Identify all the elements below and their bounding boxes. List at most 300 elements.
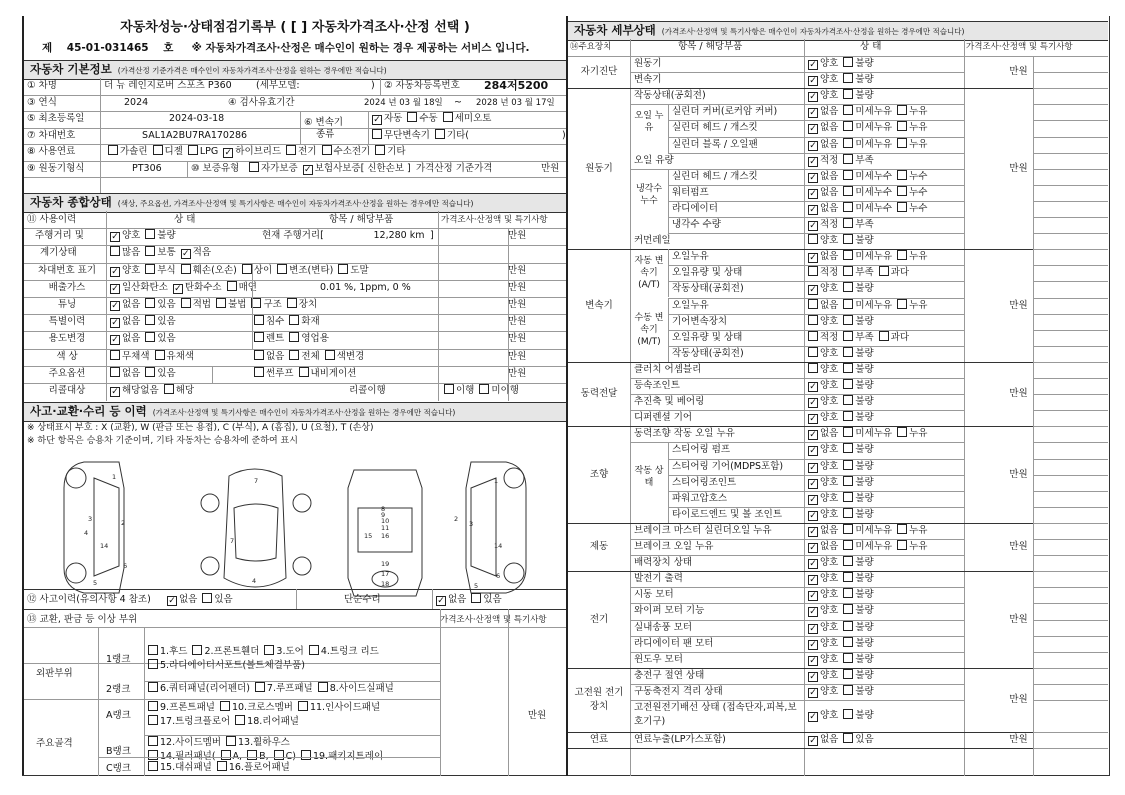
checkbox-icon[interactable] bbox=[247, 750, 257, 760]
mileage-options-2-option[interactable] bbox=[110, 247, 140, 258]
vin-mark-options-option[interactable] bbox=[181, 265, 237, 276]
detail-state-options-option[interactable] bbox=[843, 557, 873, 568]
fuel-options-option[interactable] bbox=[153, 146, 183, 157]
checkbox-icon[interactable] bbox=[897, 186, 907, 196]
checkbox-icon[interactable] bbox=[843, 524, 853, 534]
checkbox-icon[interactable] bbox=[808, 157, 818, 167]
detail-state-options-option[interactable] bbox=[843, 605, 873, 616]
detail-state-options-option[interactable] bbox=[843, 332, 873, 343]
checkbox-icon[interactable] bbox=[164, 384, 174, 394]
detail-state-options-option[interactable] bbox=[843, 300, 892, 311]
fuel-options-option[interactable] bbox=[108, 146, 148, 157]
checkbox-icon[interactable] bbox=[325, 350, 335, 360]
tuning-options-option[interactable] bbox=[251, 299, 281, 310]
accident-history-options-option[interactable] bbox=[202, 594, 232, 605]
purpose-change-options-2-option[interactable] bbox=[254, 333, 284, 344]
checkbox-icon[interactable] bbox=[322, 145, 332, 155]
checkbox-icon[interactable] bbox=[897, 105, 907, 115]
checkbox-icon[interactable] bbox=[843, 202, 853, 212]
recall-done-options-option[interactable] bbox=[479, 385, 519, 396]
checkbox-icon[interactable] bbox=[843, 315, 853, 325]
checkbox-icon[interactable] bbox=[145, 315, 155, 325]
checkbox-icon[interactable] bbox=[843, 186, 853, 196]
checkbox-icon[interactable] bbox=[216, 298, 226, 308]
transmission-options-option[interactable] bbox=[443, 113, 492, 124]
checkbox-icon[interactable] bbox=[808, 463, 818, 473]
checkbox-icon[interactable] bbox=[167, 596, 177, 606]
rankB-items-option[interactable] bbox=[226, 737, 290, 748]
checkbox-icon[interactable] bbox=[808, 266, 818, 276]
checkbox-icon[interactable] bbox=[148, 750, 158, 760]
checkbox-icon[interactable] bbox=[289, 350, 299, 360]
transmission-options-2-option[interactable] bbox=[372, 130, 430, 141]
checkbox-icon[interactable] bbox=[808, 108, 818, 118]
checkbox-icon[interactable] bbox=[808, 205, 818, 215]
checkbox-icon[interactable] bbox=[255, 682, 265, 692]
detail-state-options-option[interactable] bbox=[808, 139, 838, 150]
checkbox-icon[interactable] bbox=[843, 395, 853, 405]
checkbox-icon[interactable] bbox=[843, 685, 853, 695]
checkbox-icon[interactable] bbox=[808, 656, 818, 666]
detail-state-options-option[interactable] bbox=[808, 461, 838, 472]
detail-state-options-option[interactable] bbox=[843, 74, 873, 85]
detail-state-options-option[interactable] bbox=[843, 139, 892, 150]
checkbox-icon[interactable] bbox=[435, 129, 445, 139]
checkbox-icon[interactable] bbox=[181, 249, 191, 259]
vin-mark-options-option[interactable] bbox=[145, 265, 175, 276]
detail-state-options-option[interactable] bbox=[843, 622, 873, 633]
tuning-options-option[interactable] bbox=[110, 299, 140, 310]
checkbox-icon[interactable] bbox=[843, 709, 853, 719]
rankB-items-option[interactable] bbox=[148, 737, 221, 748]
special-history-options-option[interactable] bbox=[110, 316, 140, 327]
checkbox-icon[interactable] bbox=[843, 588, 853, 598]
checkbox-icon[interactable] bbox=[843, 604, 853, 614]
detail-state-options-option[interactable] bbox=[808, 235, 838, 246]
detail-state-options-option[interactable] bbox=[843, 493, 873, 504]
checkbox-icon[interactable] bbox=[897, 427, 907, 437]
detail-state-options-option[interactable] bbox=[808, 428, 838, 439]
detail-state-options-option[interactable] bbox=[843, 670, 873, 681]
rankA-items-2-option[interactable] bbox=[235, 716, 299, 727]
checkbox-icon[interactable] bbox=[254, 350, 264, 360]
checkbox-icon[interactable] bbox=[843, 138, 853, 148]
checkbox-icon[interactable] bbox=[148, 645, 158, 655]
transmission-options-option[interactable] bbox=[372, 113, 402, 124]
checkbox-icon[interactable] bbox=[843, 234, 853, 244]
checkbox-icon[interactable] bbox=[808, 141, 818, 151]
checkbox-icon[interactable] bbox=[808, 414, 818, 424]
checkbox-icon[interactable] bbox=[808, 173, 818, 183]
detail-state-options-option[interactable] bbox=[808, 90, 838, 101]
checkbox-icon[interactable] bbox=[148, 701, 158, 711]
recall-options-option[interactable] bbox=[164, 385, 194, 396]
checkbox-icon[interactable] bbox=[145, 246, 155, 256]
detail-state-options-option[interactable] bbox=[808, 573, 838, 584]
checkbox-icon[interactable] bbox=[274, 750, 284, 760]
checkbox-icon[interactable] bbox=[808, 285, 818, 295]
checkbox-icon[interactable] bbox=[289, 315, 299, 325]
checkbox-icon[interactable] bbox=[277, 264, 287, 274]
checkbox-icon[interactable] bbox=[318, 682, 328, 692]
detail-state-options-option[interactable] bbox=[843, 541, 892, 552]
checkbox-icon[interactable] bbox=[808, 591, 818, 601]
fuel-options-option[interactable] bbox=[188, 146, 218, 157]
checkbox-icon[interactable] bbox=[897, 250, 907, 260]
checkbox-icon[interactable] bbox=[843, 460, 853, 470]
rank1-items-option[interactable] bbox=[264, 646, 303, 657]
detail-state-options-option[interactable] bbox=[897, 541, 927, 552]
purpose-change-options-option[interactable] bbox=[110, 333, 140, 344]
major-options-options-option[interactable] bbox=[145, 368, 175, 379]
checkbox-icon[interactable] bbox=[226, 736, 236, 746]
checkbox-icon[interactable] bbox=[148, 761, 158, 771]
rank2-items-option[interactable] bbox=[318, 683, 394, 694]
checkbox-icon[interactable] bbox=[309, 645, 319, 655]
warranty-options-option[interactable] bbox=[303, 163, 411, 174]
checkbox-icon[interactable] bbox=[843, 121, 853, 131]
checkbox-icon[interactable] bbox=[235, 715, 245, 725]
checkbox-icon[interactable] bbox=[264, 645, 274, 655]
checkbox-icon[interactable] bbox=[843, 653, 853, 663]
checkbox-icon[interactable] bbox=[808, 688, 818, 698]
detail-state-options-option[interactable] bbox=[808, 219, 838, 230]
checkbox-icon[interactable] bbox=[289, 332, 299, 342]
detail-state-options-option[interactable] bbox=[808, 444, 838, 455]
checkbox-icon[interactable] bbox=[843, 331, 853, 341]
checkbox-icon[interactable] bbox=[808, 511, 818, 521]
mileage-options-option[interactable] bbox=[110, 230, 140, 241]
detail-state-options-option[interactable] bbox=[808, 477, 838, 488]
rank2-items-option[interactable] bbox=[255, 683, 313, 694]
checkbox-icon[interactable] bbox=[145, 332, 155, 342]
transmission-options-option[interactable] bbox=[407, 113, 437, 124]
checkbox-icon[interactable] bbox=[843, 218, 853, 228]
detail-state-options-option[interactable] bbox=[843, 444, 873, 455]
detail-state-options-option[interactable] bbox=[808, 638, 838, 649]
checkbox-icon[interactable] bbox=[808, 430, 818, 440]
checkbox-icon[interactable] bbox=[808, 624, 818, 634]
checkbox-icon[interactable] bbox=[843, 443, 853, 453]
mileage-options-option[interactable] bbox=[145, 230, 175, 241]
checkbox-icon[interactable] bbox=[808, 124, 818, 134]
color-options-option[interactable] bbox=[155, 351, 195, 362]
checkbox-icon[interactable] bbox=[108, 145, 118, 155]
checkbox-icon[interactable] bbox=[372, 115, 382, 125]
rank1-items-option[interactable] bbox=[309, 646, 379, 657]
detail-state-options-option[interactable] bbox=[897, 525, 927, 536]
checkbox-icon[interactable] bbox=[173, 284, 183, 294]
vin-mark-options-option[interactable] bbox=[242, 265, 272, 276]
checkbox-icon[interactable] bbox=[843, 476, 853, 486]
checkbox-icon[interactable] bbox=[808, 76, 818, 86]
detail-state-options-option[interactable] bbox=[843, 235, 873, 246]
checkbox-icon[interactable] bbox=[372, 129, 382, 139]
detail-state-options-option[interactable] bbox=[808, 267, 838, 278]
checkbox-icon[interactable] bbox=[148, 736, 158, 746]
purpose-change-options-option[interactable] bbox=[145, 333, 175, 344]
detail-state-options-option[interactable] bbox=[808, 300, 838, 311]
checkbox-icon[interactable] bbox=[444, 384, 454, 394]
emission-options-option[interactable] bbox=[110, 282, 168, 293]
rank1-items-option[interactable] bbox=[148, 646, 187, 657]
checkbox-icon[interactable] bbox=[808, 315, 818, 325]
detail-state-options-option[interactable] bbox=[843, 638, 873, 649]
vin-mark-options-option[interactable] bbox=[110, 265, 140, 276]
detail-state-options-option[interactable] bbox=[808, 541, 838, 552]
checkbox-icon[interactable] bbox=[298, 701, 308, 711]
fuel-options-option[interactable] bbox=[223, 146, 281, 157]
detail-state-options-option[interactable] bbox=[808, 155, 838, 166]
transmission-options-2-option[interactable] bbox=[435, 130, 469, 141]
checkbox-icon[interactable] bbox=[221, 750, 231, 760]
checkbox-icon[interactable] bbox=[242, 264, 252, 274]
checkbox-icon[interactable] bbox=[808, 221, 818, 231]
rankA-items-option[interactable] bbox=[220, 702, 293, 713]
checkbox-icon[interactable] bbox=[843, 733, 853, 743]
detail-state-options-option[interactable] bbox=[843, 573, 873, 584]
detail-state-options-option[interactable] bbox=[808, 557, 838, 568]
detail-state-options-option[interactable] bbox=[808, 380, 838, 391]
detail-state-options-option[interactable] bbox=[808, 106, 838, 117]
fuel-options-option[interactable] bbox=[322, 146, 371, 157]
checkbox-icon[interactable] bbox=[303, 165, 313, 175]
detail-state-options-option[interactable] bbox=[897, 171, 927, 182]
checkbox-icon[interactable] bbox=[148, 659, 158, 669]
detail-state-options-option[interactable] bbox=[808, 348, 838, 359]
checkbox-icon[interactable] bbox=[254, 315, 264, 325]
checkbox-icon[interactable] bbox=[808, 234, 818, 244]
checkbox-icon[interactable] bbox=[897, 138, 907, 148]
checkbox-icon[interactable] bbox=[843, 154, 853, 164]
tuning-options-option[interactable] bbox=[216, 299, 246, 310]
checkbox-icon[interactable] bbox=[808, 347, 818, 357]
detail-state-options-option[interactable] bbox=[897, 187, 927, 198]
detail-state-options-option[interactable] bbox=[897, 203, 927, 214]
recall-options-option[interactable] bbox=[110, 385, 159, 396]
checkbox-icon[interactable] bbox=[338, 264, 348, 274]
checkbox-icon[interactable] bbox=[153, 145, 163, 155]
mileage-options-2-option[interactable] bbox=[181, 247, 211, 258]
checkbox-icon[interactable] bbox=[808, 331, 818, 341]
color-options-2-option[interactable] bbox=[289, 351, 319, 362]
detail-state-options-option[interactable] bbox=[879, 332, 909, 343]
checkbox-icon[interactable] bbox=[843, 669, 853, 679]
checkbox-icon[interactable] bbox=[145, 367, 155, 377]
detail-state-options-option[interactable] bbox=[843, 380, 873, 391]
detail-state-options-option[interactable] bbox=[843, 187, 892, 198]
checkbox-icon[interactable] bbox=[110, 367, 120, 377]
detail-state-options-option[interactable] bbox=[808, 493, 838, 504]
checkbox-icon[interactable] bbox=[254, 332, 264, 342]
checkbox-icon[interactable] bbox=[843, 508, 853, 518]
color-options-2-option[interactable] bbox=[254, 351, 284, 362]
checkbox-icon[interactable] bbox=[110, 387, 120, 397]
vin-mark-options-option[interactable] bbox=[338, 265, 368, 276]
special-history-options-option[interactable] bbox=[145, 316, 175, 327]
checkbox-icon[interactable] bbox=[110, 232, 120, 242]
detail-state-options-option[interactable] bbox=[808, 283, 838, 294]
checkbox-icon[interactable] bbox=[286, 145, 296, 155]
color-options-option[interactable] bbox=[110, 351, 150, 362]
checkbox-icon[interactable] bbox=[897, 121, 907, 131]
detail-state-options-option[interactable] bbox=[843, 396, 873, 407]
rankA-items-2-option[interactable] bbox=[148, 716, 230, 727]
checkbox-icon[interactable] bbox=[808, 527, 818, 537]
checkbox-icon[interactable] bbox=[110, 284, 120, 294]
checkbox-icon[interactable] bbox=[897, 170, 907, 180]
major-options-options-option[interactable] bbox=[110, 368, 140, 379]
checkbox-icon[interactable] bbox=[808, 363, 818, 373]
detail-state-options-option[interactable] bbox=[808, 734, 838, 745]
emission-options-option[interactable] bbox=[173, 282, 222, 293]
checkbox-icon[interactable] bbox=[227, 281, 237, 291]
checkbox-icon[interactable] bbox=[808, 446, 818, 456]
detail-state-options-option[interactable] bbox=[843, 58, 873, 69]
fuel-options-option[interactable] bbox=[375, 146, 405, 157]
special-history-options-2-option[interactable] bbox=[254, 316, 284, 327]
detail-state-options-option[interactable] bbox=[843, 461, 873, 472]
checkbox-icon[interactable] bbox=[110, 267, 120, 277]
detail-state-options-option[interactable] bbox=[808, 171, 838, 182]
detail-state-options-option[interactable] bbox=[808, 122, 838, 133]
checkbox-icon[interactable] bbox=[843, 379, 853, 389]
rankA-items-option[interactable] bbox=[298, 702, 380, 713]
checkbox-icon[interactable] bbox=[897, 524, 907, 534]
detail-state-options-option[interactable] bbox=[808, 622, 838, 633]
tuning-options-option[interactable] bbox=[287, 299, 317, 310]
checkbox-icon[interactable] bbox=[299, 367, 309, 377]
checkbox-icon[interactable] bbox=[110, 350, 120, 360]
checkbox-icon[interactable] bbox=[843, 282, 853, 292]
rank1-items-option[interactable] bbox=[192, 646, 259, 657]
accident-history-options-option[interactable] bbox=[167, 594, 197, 605]
checkbox-icon[interactable] bbox=[808, 398, 818, 408]
detail-state-options-option[interactable] bbox=[897, 139, 927, 150]
purpose-change-options-2-option[interactable] bbox=[289, 333, 329, 344]
tuning-options-option[interactable] bbox=[145, 299, 175, 310]
detail-state-options-option[interactable] bbox=[843, 654, 873, 665]
checkbox-icon[interactable] bbox=[843, 347, 853, 357]
detail-state-options-option[interactable] bbox=[843, 267, 873, 278]
checkbox-icon[interactable] bbox=[181, 264, 191, 274]
checkbox-icon[interactable] bbox=[843, 556, 853, 566]
checkbox-icon[interactable] bbox=[843, 73, 853, 83]
checkbox-icon[interactable] bbox=[879, 266, 889, 276]
checkbox-icon[interactable] bbox=[443, 112, 453, 122]
detail-state-options-option[interactable] bbox=[808, 686, 838, 697]
detail-state-options-option[interactable] bbox=[843, 348, 873, 359]
detail-state-options-option[interactable] bbox=[897, 428, 927, 439]
checkbox-icon[interactable] bbox=[375, 145, 385, 155]
checkbox-icon[interactable] bbox=[879, 331, 889, 341]
checkbox-icon[interactable] bbox=[223, 148, 233, 158]
checkbox-icon[interactable] bbox=[843, 170, 853, 180]
detail-state-options-option[interactable] bbox=[843, 589, 873, 600]
detail-state-options-option[interactable] bbox=[843, 412, 873, 423]
checkbox-icon[interactable] bbox=[110, 301, 120, 311]
detail-state-options-option[interactable] bbox=[808, 251, 838, 262]
detail-state-options-option[interactable] bbox=[897, 300, 927, 311]
detail-state-options-option[interactable] bbox=[843, 155, 873, 166]
detail-state-options-option[interactable] bbox=[808, 412, 838, 423]
rankC-items-option[interactable] bbox=[217, 762, 290, 773]
detail-state-options-option[interactable] bbox=[843, 106, 892, 117]
checkbox-icon[interactable] bbox=[843, 89, 853, 99]
checkbox-icon[interactable] bbox=[249, 162, 259, 172]
detail-state-options-option[interactable] bbox=[897, 251, 927, 262]
detail-state-options-option[interactable] bbox=[808, 605, 838, 616]
checkbox-icon[interactable] bbox=[843, 250, 853, 260]
detail-state-options-option[interactable] bbox=[843, 477, 873, 488]
checkbox-icon[interactable] bbox=[110, 318, 120, 328]
checkbox-icon[interactable] bbox=[479, 384, 489, 394]
checkbox-icon[interactable] bbox=[808, 60, 818, 70]
detail-state-options-option[interactable] bbox=[843, 283, 873, 294]
detail-state-options-option[interactable] bbox=[843, 734, 873, 745]
detail-state-options-option[interactable] bbox=[808, 509, 838, 520]
warranty-options-option[interactable] bbox=[249, 163, 298, 174]
checkbox-icon[interactable] bbox=[181, 298, 191, 308]
checkbox-icon[interactable] bbox=[843, 266, 853, 276]
checkbox-icon[interactable] bbox=[808, 92, 818, 102]
checkbox-icon[interactable] bbox=[843, 572, 853, 582]
checkbox-icon[interactable] bbox=[145, 298, 155, 308]
checkbox-icon[interactable] bbox=[808, 543, 818, 553]
detail-state-options-option[interactable] bbox=[843, 710, 873, 721]
detail-state-options-option[interactable] bbox=[808, 710, 838, 721]
detail-state-options-option[interactable] bbox=[843, 509, 873, 520]
detail-state-options-option[interactable] bbox=[808, 332, 838, 343]
detail-state-options-option[interactable] bbox=[808, 396, 838, 407]
recall-done-options-option[interactable] bbox=[444, 385, 474, 396]
detail-state-options-option[interactable] bbox=[808, 654, 838, 665]
checkbox-icon[interactable] bbox=[110, 246, 120, 256]
checkbox-icon[interactable] bbox=[808, 672, 818, 682]
special-history-options-2-option[interactable] bbox=[289, 316, 319, 327]
checkbox-icon[interactable] bbox=[436, 596, 446, 606]
detail-state-options-option[interactable] bbox=[843, 90, 873, 101]
detail-state-options-option[interactable] bbox=[843, 686, 873, 697]
detail-state-options-option[interactable] bbox=[808, 364, 838, 375]
checkbox-icon[interactable] bbox=[110, 335, 120, 345]
checkbox-icon[interactable] bbox=[843, 411, 853, 421]
checkbox-icon[interactable] bbox=[897, 299, 907, 309]
detail-state-options-option[interactable] bbox=[808, 203, 838, 214]
detail-state-options-option[interactable] bbox=[808, 670, 838, 681]
simple-repair-options-option[interactable] bbox=[436, 594, 466, 605]
rank1-items-2-option[interactable] bbox=[148, 660, 305, 671]
checkbox-icon[interactable] bbox=[287, 298, 297, 308]
checkbox-icon[interactable] bbox=[808, 640, 818, 650]
checkbox-icon[interactable] bbox=[217, 761, 227, 771]
detail-state-options-option[interactable] bbox=[897, 122, 927, 133]
rankA-items-option[interactable] bbox=[148, 702, 215, 713]
checkbox-icon[interactable] bbox=[843, 492, 853, 502]
detail-state-options-option[interactable] bbox=[808, 589, 838, 600]
checkbox-icon[interactable] bbox=[155, 350, 165, 360]
checkbox-icon[interactable] bbox=[843, 105, 853, 115]
checkbox-icon[interactable] bbox=[843, 363, 853, 373]
checkbox-icon[interactable] bbox=[145, 229, 155, 239]
checkbox-icon[interactable] bbox=[148, 682, 158, 692]
fuel-options-option[interactable] bbox=[286, 146, 316, 157]
checkbox-icon[interactable] bbox=[808, 712, 818, 722]
checkbox-icon[interactable] bbox=[192, 645, 202, 655]
checkbox-icon[interactable] bbox=[220, 701, 230, 711]
checkbox-icon[interactable] bbox=[843, 540, 853, 550]
tuning-options-option[interactable] bbox=[181, 299, 211, 310]
